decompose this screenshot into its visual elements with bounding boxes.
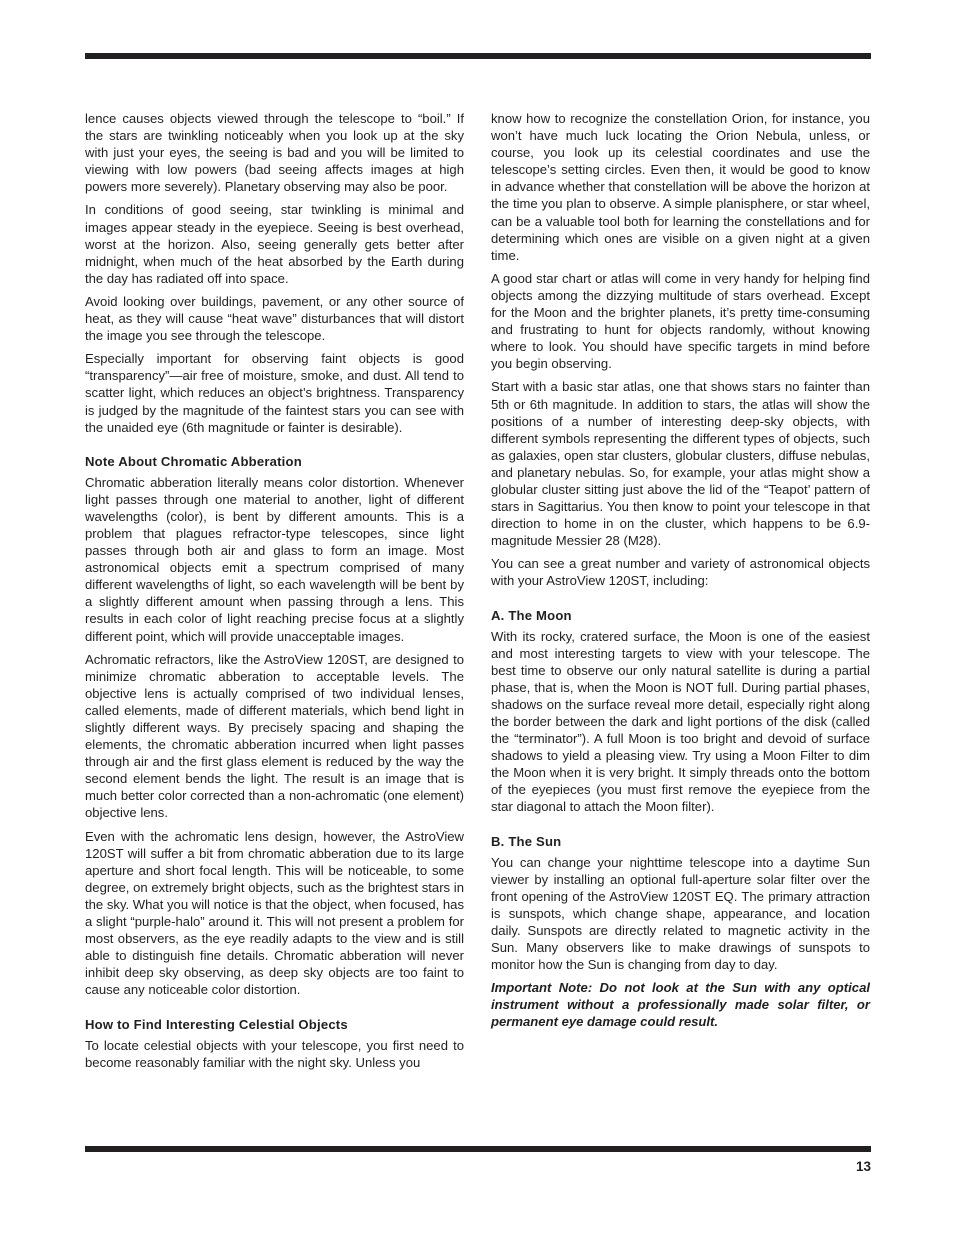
section-heading-chromatic: Note About Chromatic Abberation [85,453,302,469]
paragraph: Achromatic refractors, like the AstroView 120ST, are designed to minimize chromatic abberation to acceptable levels. The objective lens is actually comprised of two individual lenses, called elements, made of different materials, which bend light in slightly different ways. By precisely spacing and shaping the elements, the chromatic abberation incurred when light passes through air and the first glass element is reduced by the way the second element bends the light. The result is an image that is much better color corrected than a non-achromatic (one element) objective lens. [85,651,464,821]
right-column [491,110,870,1037]
paragraph: Chromatic abberation literally means color distortion. Whenever light passes through one material to another, light of different wavelengths (color), is bent by different amounts. This is a problem that plagues refractor-type telescopes, since light passes through both air and glass to form an image. Most astronomical objects emit a spectrum comprised of many different wavelengths of light, so each wavelength will be bent by a slightly different amount when passing through a lens. This results in each color of light reaching precise focus at a slightly different point, which will provide unacceptable images. [85,474,464,644]
paragraph: You can see a great number and variety of astronomical objects with your AstroView 120ST, including: [491,556,870,589]
paragraph: Even with the achromatic lens design, however, the AstroView 120ST will suffer a bit from chromatic abberation due to its large aperture and short focal length. This will be noticeable, to some degree, on extremely bright objects, such as the brightest stars in the sky. What you will notice is that the object, when focused, has a slight “purple-halo” around it. This will not present a problem for most observers, as the eye readily adapts to the view and is still able to distinguish fine details. Chromatic abberation will never inhibit deep sky observing, as deep sky objects are too faint to cause any noticeable color distortion. [85,828,464,998]
paragraph: In conditions of good seeing, star twinkling is minimal and images appear steady in the eyepiece. Seeing is best overhead, worst at the horizon. Also, seeing generally gets better after midnight, when much of the heat absorbed by the Earth during the day has radiated off into space. [85,202,464,286]
paragraph: With its rocky, cratered surface, the Moon is one of the easiest and most interesting targets to view with your telescope. The best time to observe our only natural satellite is during a partial phase, that is, when the Moon is NOT full. During partial phases, shadows on the surface reveal more detail, especially right along the border between the dark and light portions of the disk (called the “terminator”). A full Moon is too bright and devoid of surface shadows to yield a pleasing view. Try using a Moon Filter to dim the Moon when it is very bright. It simply threads onto the bottom of the eyepieces (you must first remove the eyepiece from the star diagonal to attach the Moon filter). [491,628,870,815]
top-rule [85,53,871,59]
paragraph: Avoid looking over buildings, pavement, or any other source of heat, as they will cause “heat wave” disturbances that will distort the image you see through the telescope. [85,293,464,344]
bottom-rule [85,1146,871,1152]
section-heading-sun: B. The Sun [491,833,562,849]
safety-warning: Important Note: Do not look at the Sun with any optical instrument without a professionally made solar filter, or permanent eye damage could result. [491,980,870,1030]
left-column [85,110,464,1077]
paragraph: know how to recognize the constellation Orion, for instance, you won’t have much luck locating the Orion Nebula, unless, or course, you look up its celestial coordinates and use the telescope’s setting circles. Even then, it would be good to know in advance whether that constellation will be above the horizon at the time you plan to observe. A simple planisphere, or star wheel, can be a valuable tool both for learning the constellations and for determining which ones are visible on a given night at a given time. [491,111,870,263]
paragraph: Start with a basic star atlas, one that shows stars no fainter than 5th or 6th magnitude. In addition to stars, the atlas will show the positions of a number of interesting deep-sky objects, with different symbols representing the different types of objects, such as galaxies, open star clusters, globular clusters, diffuse nebulas, and planetary nebulas. So, for example, your atlas might show a globular cluster sitting just above the lid of the “Teapot’ pattern of stars in Sagittarius. You then know to point your telescope in that direction to home in on the cluster, which happens to be 6.9-magnitude Messier 28 (M28). [491,379,870,549]
paragraph: A good star chart or atlas will come in very handy for helping find objects among the dizzying multitude of stars overhead. Except for the Moon and the brighter planets, it’s pretty time-consuming and frustrating to hunt for objects randomly, without knowing where to look. You should have specific targets in mind before you begin observing. [491,270,870,372]
section-heading-find-objects: How to Find Interesting Celestial Objects [85,1016,348,1032]
page-number: 13 [855,1159,871,1174]
paragraph: Especially important for observing faint objects is good “transparency”—air free of moisture, smoke, and dust. All tend to scatter light, which reduces an object’s brightness. Transparency is judged by the magnitude of the faintest stars you can see with the unaided eye (6th magnitude or fainter is desirable). [85,351,464,435]
paragraph: You can change your nighttime telescope into a daytime Sun viewer by installing an optional full-aperture solar filter over the front opening of the AstroView 120ST EQ. The primary attraction is sunspots, which change shape, appearance, and location daily. Sunspots are directly related to magnetic activity in the Sun. Many observers like to make drawings of sunspots to monitor how the Sun is changing from day to day. [491,854,870,973]
paragraph: To locate celestial objects with your telescope, you first need to become reasonably familiar with the night sky. Unless you [85,1037,464,1070]
paragraph: lence causes objects viewed through the telescope to “boil.” If the stars are twinkling noticeably when you look up at the sky with just your eyes, the seeing is bad and you will be limited to viewing with low powers (bad seeing affects images at high powers more severely). Planetary observing may also be poor. [85,111,464,195]
section-heading-moon: A. The Moon [491,607,572,623]
